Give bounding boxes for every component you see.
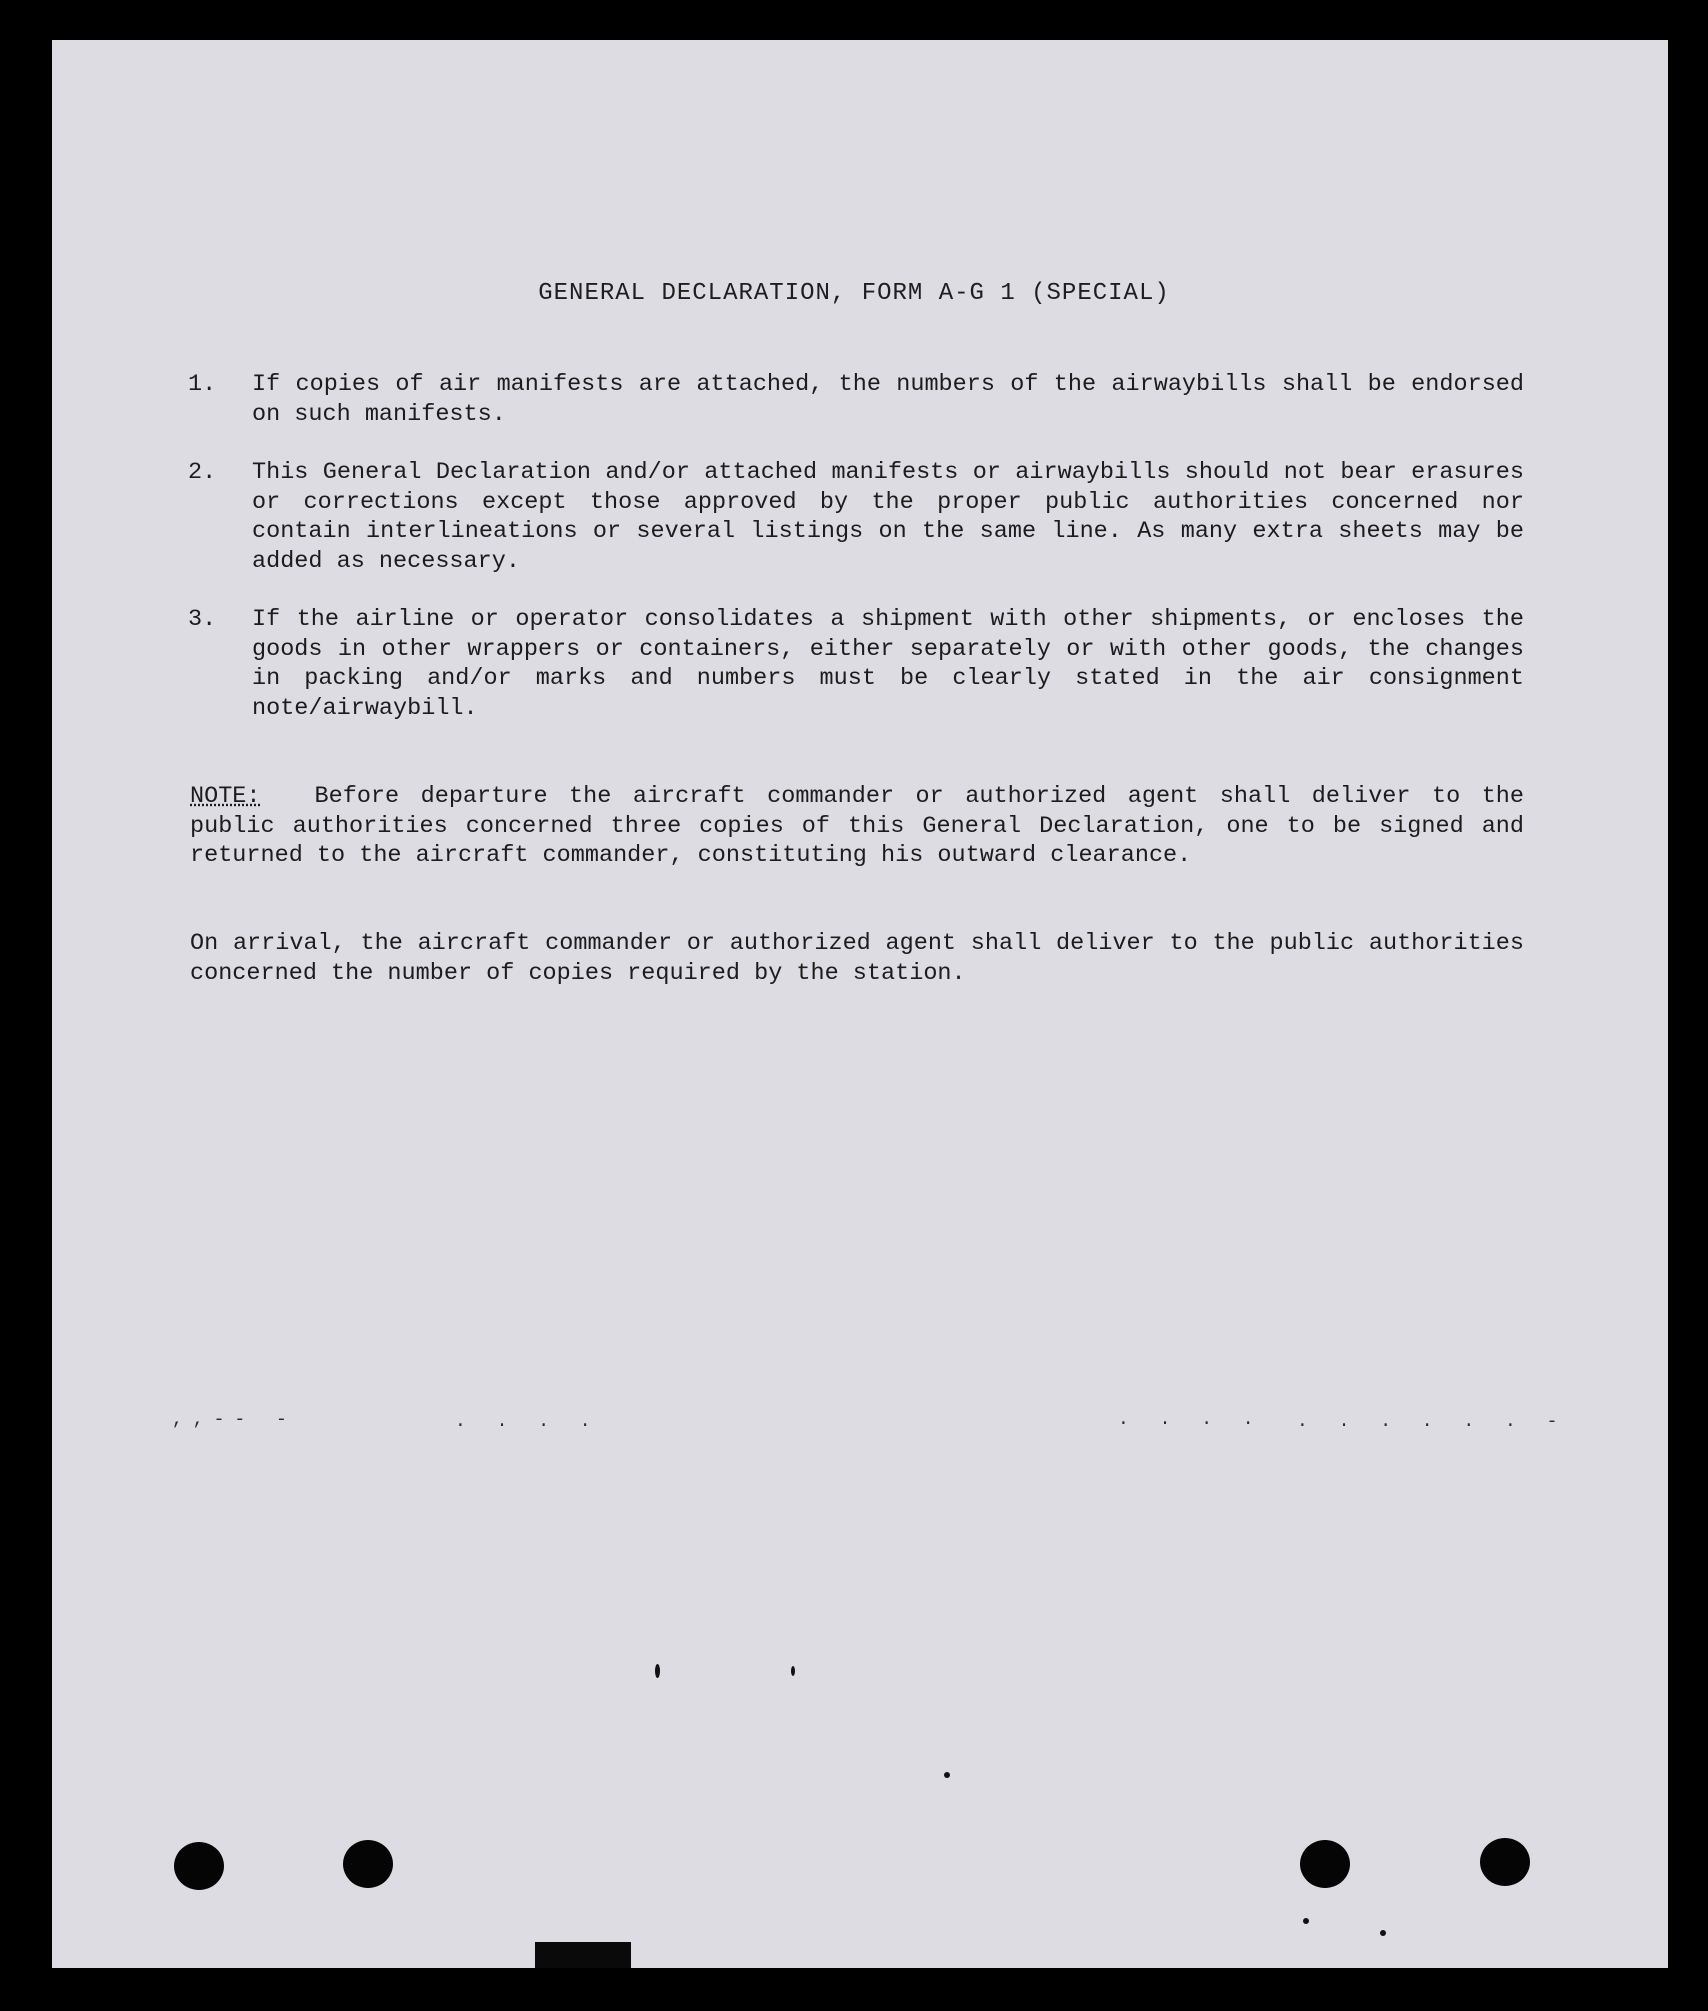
instruction-item-1 bbox=[188, 370, 1524, 429]
note-label: NOTE: bbox=[190, 783, 261, 810]
item-text: This General Declaration and/or attached manifests or airwaybills should not bear erasures or corrections except those approved by the proper public authorities concerned nor contain interlineations or several listings on the same line. As many extra sheets may be added as necessary. bbox=[252, 459, 1524, 575]
item-number: 2. bbox=[188, 459, 217, 486]
punch-hole bbox=[1300, 1840, 1350, 1888]
note-paragraph bbox=[190, 782, 1524, 871]
scan-mark: . . . . bbox=[1118, 1410, 1264, 1430]
scan-speck bbox=[944, 1772, 950, 1778]
arrival-paragraph: On arrival, the aircraft commander or authorized agent shall deliver to the public authorities concerned the number of copies required by the station. bbox=[190, 930, 1524, 987]
binder-clip-shadow bbox=[535, 1942, 631, 1968]
scan-speck bbox=[1380, 1930, 1386, 1936]
punch-hole bbox=[1480, 1838, 1530, 1886]
document-title: GENERAL DECLARATION, FORM A-G 1 (SPECIAL) bbox=[538, 280, 1170, 307]
scan-speck bbox=[791, 1666, 795, 1676]
punch-hole bbox=[343, 1840, 393, 1888]
note-text: Before departure the aircraft commander or authorized agent shall deliver to the public authorities concerned three copies of this General Declaration, one to be signed and returned to the aircraft commander, constituting his outward clearance. bbox=[190, 783, 1524, 869]
scan-mark: . . . . bbox=[455, 1412, 601, 1432]
instruction-item-3 bbox=[188, 605, 1524, 723]
scan-mark: ,,-- - bbox=[172, 1410, 297, 1430]
scan-speck bbox=[1303, 1918, 1309, 1924]
item-number: 1. bbox=[188, 371, 217, 398]
scan-mark: . . . . . . - bbox=[1297, 1412, 1568, 1432]
item-number: 3. bbox=[188, 606, 217, 633]
item-text: If the airline or operator consolidates a shipment with other shipments, or encloses the goods in other wrappers or containers, either separately or with other goods, the changes in packing and/or marks and numbers must be clearly stated in the air consignment note/airwaybill. bbox=[252, 606, 1524, 722]
document-page bbox=[52, 40, 1668, 1968]
instruction-item-2 bbox=[188, 458, 1524, 576]
item-text: If copies of air manifests are attached, the numbers of the airwaybills shall be endorsed on such manifests. bbox=[252, 371, 1524, 428]
punch-hole bbox=[174, 1842, 224, 1890]
scan-speck bbox=[655, 1664, 660, 1678]
